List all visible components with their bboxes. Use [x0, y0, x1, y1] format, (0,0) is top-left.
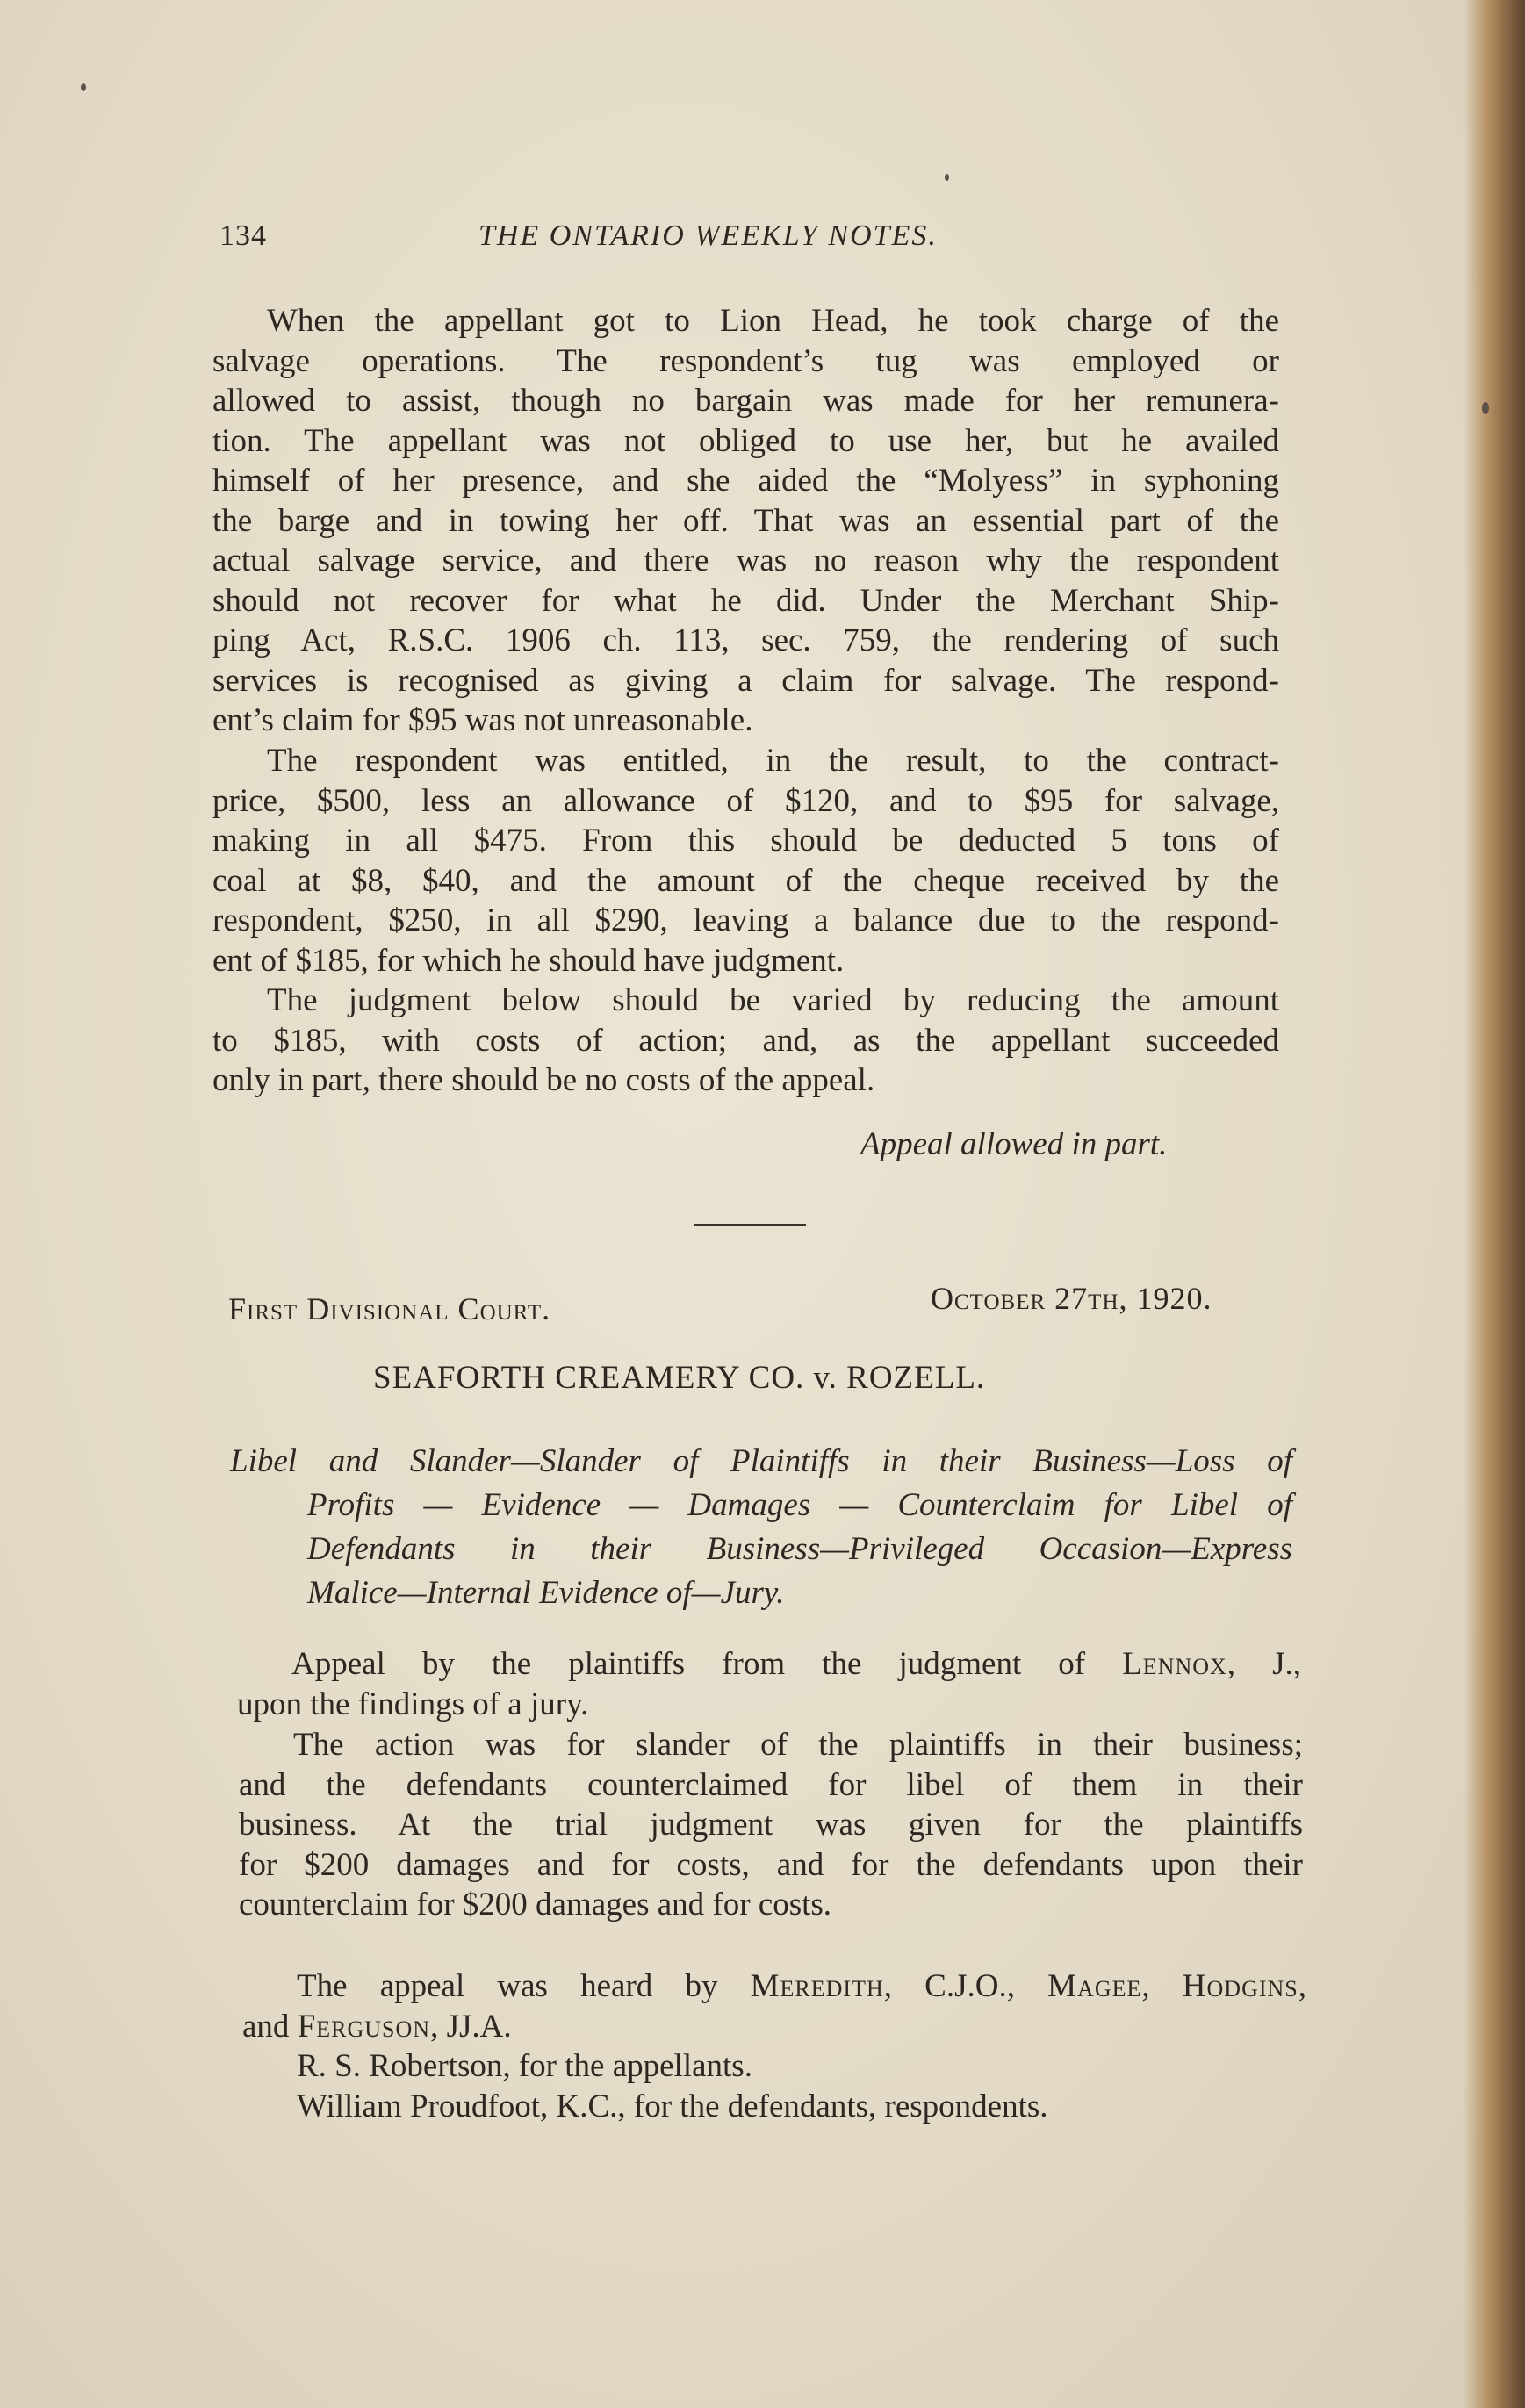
text-line: services is recognised as giving a claim for salvage. The respond-	[212, 662, 1279, 699]
decision-date: October 27th, 1920.	[931, 1281, 1212, 1316]
paragraph-facts	[239, 1725, 1303, 1925]
text-line: and the defendants counterclaimed for libel of them in their	[239, 1766, 1303, 1803]
text-line: counterclaim for $200 damages and for costs.	[239, 1887, 832, 1923]
text-line: for $200 damages and for costs, and for the defendants upon their	[239, 1846, 1303, 1883]
page-number: 134	[219, 219, 267, 252]
text-line: coal at $8, $40, and the amount of the cheque received by the	[212, 862, 1279, 899]
section-divider	[694, 1224, 806, 1226]
text-line: making in all $475. From this should be deducted 5 tons of	[212, 823, 1279, 859]
text-line: actual salvage service, and there was no reason why the respondent	[212, 543, 1279, 579]
headnote-line: Defendants in their Business—Privileged Occasion—Express	[307, 1531, 1292, 1567]
text-line: only in part, there should be no costs of the appeal.	[212, 1062, 875, 1098]
running-title: THE ONTARIO WEEKLY NOTES.	[478, 219, 938, 252]
text-line: The respondent was entitled, in the result, to the contract-	[267, 743, 1279, 779]
counsel	[242, 2046, 1306, 2126]
text-line: tion. The appellant was not obliged to use her, but he availed	[212, 422, 1279, 459]
ink-speck	[945, 174, 949, 181]
text-line: to $185, with costs of action; and, as the appellant succeeded	[212, 1022, 1279, 1059]
text-line: himself of her presence, and she aided the “Molyess” in syphoning	[212, 463, 1279, 499]
text-line: respondent, $250, in all $290, leaving a balance due to the respond-	[212, 902, 1279, 938]
text-line: The judgment below should be varied by reducing the amount	[267, 982, 1279, 1018]
headnote-line: Malice—Internal Evidence of—Jury.	[307, 1575, 785, 1611]
text-line: ent of $185, for which he should have judgment.	[212, 942, 845, 979]
text-line: ping Act, R.S.C. 1906 ch. 113, sec. 759, the rendering of such	[212, 622, 1279, 658]
headnote	[230, 1440, 1292, 1615]
paragraph-judgment	[212, 981, 1279, 1101]
text-line: The appeal was heard by Meredith, C.J.O., Magee, Hodgins,	[297, 1968, 1306, 2004]
paragraph-heard-by	[242, 1966, 1306, 2046]
text-line: upon the findings of a jury.	[237, 1686, 589, 1722]
ink-speck	[1482, 402, 1489, 414]
disposition: Appeal allowed in part.	[860, 1126, 1168, 1162]
case-title: SEAFORTH CREAMERY CO. v. ROZELL.	[373, 1360, 986, 1396]
text-line: price, $500, less an allowance of $120, and to $95 for salvage,	[212, 782, 1279, 819]
ink-speck	[81, 83, 86, 91]
text-line: the barge and in towing her off. That was an essential part of the	[212, 502, 1279, 539]
page-header	[219, 219, 1010, 272]
headnote-line: Profits — Evidence — Damages — Counterclaim for Libel of	[307, 1487, 1292, 1523]
text-line: allowed to assist, though no bargain was made for her remunera-	[212, 383, 1279, 419]
page-edge	[1464, 0, 1525, 2408]
paragraph-computation	[212, 741, 1279, 981]
text-line: The action was for slander of the plaintiffs in their business;	[293, 1727, 1303, 1763]
paragraph-intro	[237, 1644, 1301, 1724]
text-line: ent’s claim for $95 was not unreasonable.	[212, 702, 753, 738]
text-line: salvage operations. The respondent’s tug was employed or	[212, 342, 1279, 379]
paragraph-salvage	[212, 301, 1279, 741]
text-line: should not recover for what he did. Under the Merchant Ship-	[212, 582, 1279, 619]
text-line: and Ferguson, JJ.A.	[242, 2008, 512, 2045]
text-line: When the appellant got to Lion Head, he took charge of the	[267, 303, 1279, 339]
headnote-line: Libel and Slander—Slander of Plaintiffs in their Business—Loss of	[230, 1443, 1292, 1479]
text-line: business. At the trial judgment was given for the plaintiffs	[239, 1807, 1303, 1843]
text-line: Appeal by the plaintiffs from the judgment of Lennox, J.,	[291, 1646, 1301, 1682]
court-name: First Divisional Court.	[228, 1291, 551, 1326]
counsel-line: William Proudfoot, K.C., for the defendants, respondents.	[297, 2088, 1048, 2124]
counsel-line: R. S. Robertson, for the appellants.	[297, 2048, 752, 2084]
